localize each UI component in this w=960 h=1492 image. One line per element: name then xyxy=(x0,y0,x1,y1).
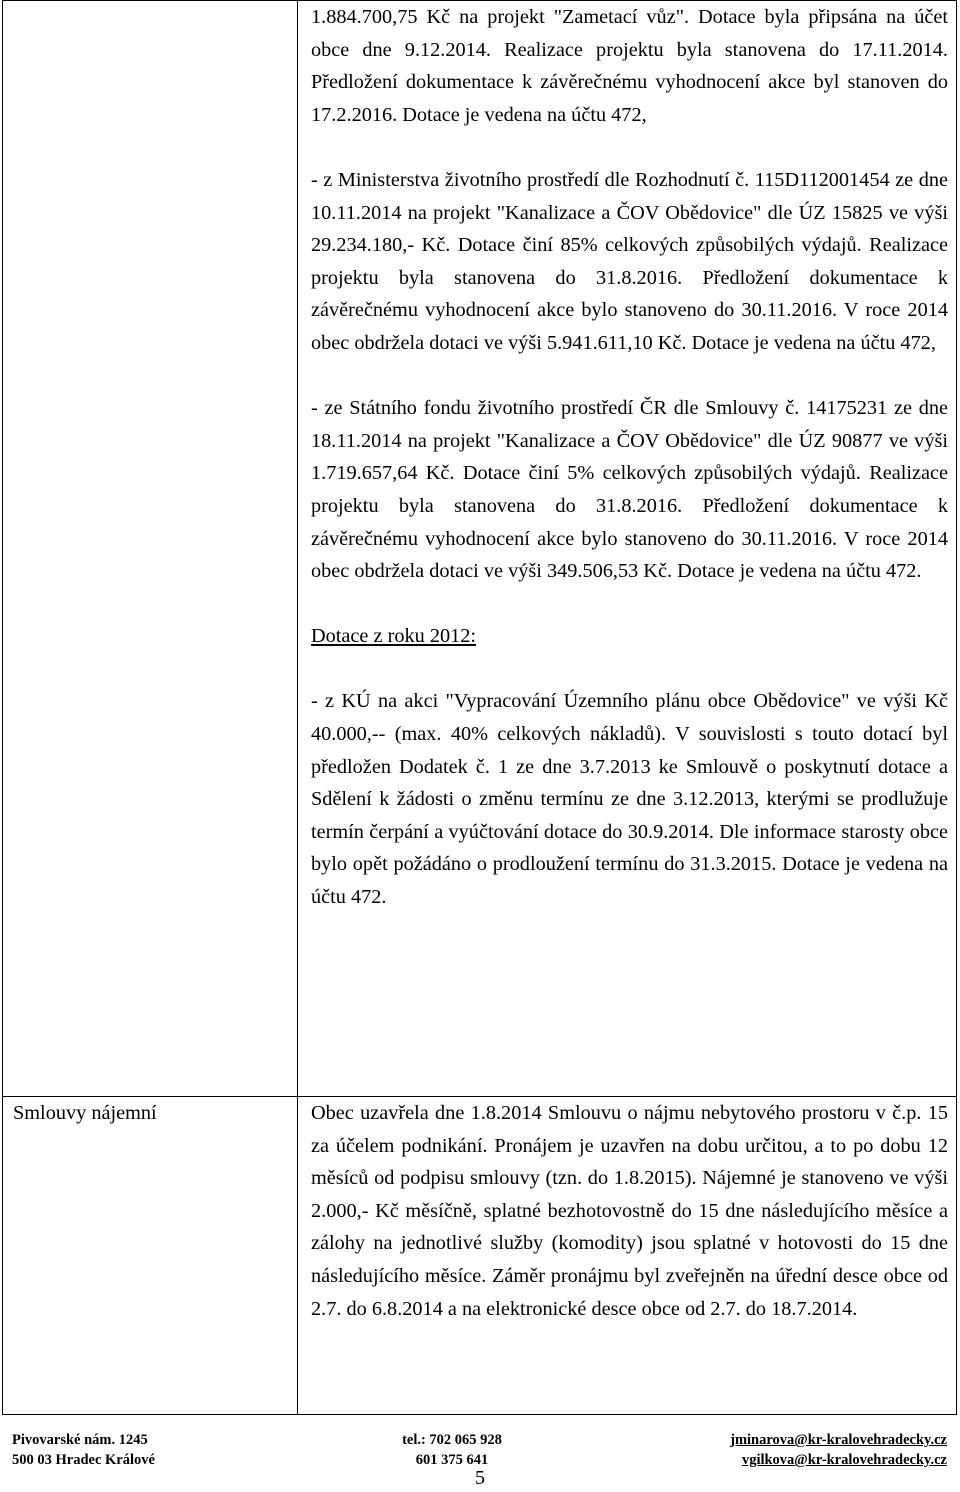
paragraph-mzp-dotace: - z Ministerstva životního prostředí dle Rozhodnutí č. 115D112001454 ze dne 10.11.2014 na projekt "Kanalizace a ČOV Obědovice" dle ÚZ 15825 ve výši 29.234.180,- Kč. Dotace činí 85% celkových způsobilých výdajů. Realizace projektu byla stanovena do 31.8.2016. Předložení dokumentace k závěrečnému vyhodnocení akce bylo stanoveno do 30.11.2016. V roce 2014 obec obdržela dotaci ve výši 5.941.611,10 Kč. Dotace je vedena na účtu 472, xyxy=(311,168,948,354)
paragraph-sfzp-dotace: - ze Státního fondu životního prostředí ČR dle Smlouvy č. 14175231 ze dne 18.11.2014 na projekt "Kanalizace a ČOV Obědovice" dle ÚZ 90877 ve výši 1.719.657,64 Kč. Dotace činí 5% celkových způsobilých výdajů. Realizace projektu byla stanovena do 31.8.2016. Předložení dokumentace k závěrečnému vyhodnocení akce bylo stanoveno do 30.11.2016. V roce 2014 obec obdržela dotaci ve výši 349.506,53 Kč. Dotace je vedena na účtu 472. xyxy=(311,397,948,583)
footer-phone: tel.: 702 065 928 601 375 641 xyxy=(402,1432,502,1468)
page-number: 5 xyxy=(475,1467,485,1489)
table-row xyxy=(3,1097,957,1415)
content-cell xyxy=(298,1097,957,1415)
footer-emails xyxy=(730,1430,947,1470)
footer-address: Pivovarské nám. 1245 500 03 Hradec Králové xyxy=(12,1432,155,1468)
report-table xyxy=(2,0,957,1415)
table-row xyxy=(3,1,957,1097)
label-cell xyxy=(3,1,298,1097)
content-cell xyxy=(298,1,957,1097)
label-smlouvy-najemni: Smlouvy nájemní xyxy=(13,1102,157,1124)
paragraph-najem: Obec uzavřela dne 1.8.2014 Smlouvu o nájmu nebytového prostoru v č.p. 15 za účelem podnikání. Pronájem je uzavřen na dobu určitou, a to po dobu 12 měsíců od podpisu smlouvy (tzn. do 1.8.2015). Nájemné je stanoveno ve výši 2.000,- Kč měsíčně, splatné bezhotovostně do 15 dne následujícího měsíce a zálohy na jednotlivé služby (komodity) jsou splatné v hotovosti do 15 dne následujícího měsíce. Záměr pronájmu byl zveřejněn na úřední desce obce od 2.7. do 6.8.2014 a na elektronické desce obce od 2.7. do 18.7.2014. xyxy=(311,1102,948,1320)
heading-dotace-2012: Dotace z roku 2012: xyxy=(311,625,477,648)
email-link[interactable]: vgilkova@kr-kralovehradecky.cz xyxy=(741,1452,947,1468)
paragraph-zametaci-vuz: 1.884.700,75 Kč na projekt "Zametací vůz". Dotace byla připsána na účet obce dne 9.12.2014. Realizace projektu byla stanovena do 17.11.2014. Předložení dokumentace k závěrečnému vyhodnocení akce byl stanoven do 17.2.2016. Dotace je vedena na účtu 472, xyxy=(311,6,948,126)
paragraph-ku-dotace: - z KÚ na akci "Vypracování Územního plánu obce Obědovice" ve výši Kč 40.000,-- (max. 40% celkových nákladů). V souvislosti s touto dotací byl předložen Dodatek č. 1 ze dne 3.7.2013 ke Smlouvě o poskytnutí dotace a Sdělení k žádosti o změnu termínu ze dne 3.12.2013, kterými se prodlužuje termín čerpání a vyúčtování dotace do 30.9.2014. Dle informace starosty obce bylo opět požádáno o prodloužení termínu do 31.3.2015. Dotace je vedena na účtu 472. xyxy=(311,690,948,909)
label-cell xyxy=(3,1097,298,1415)
email-link[interactable]: jminarova@kr-kralovehradecky.cz xyxy=(730,1432,947,1448)
